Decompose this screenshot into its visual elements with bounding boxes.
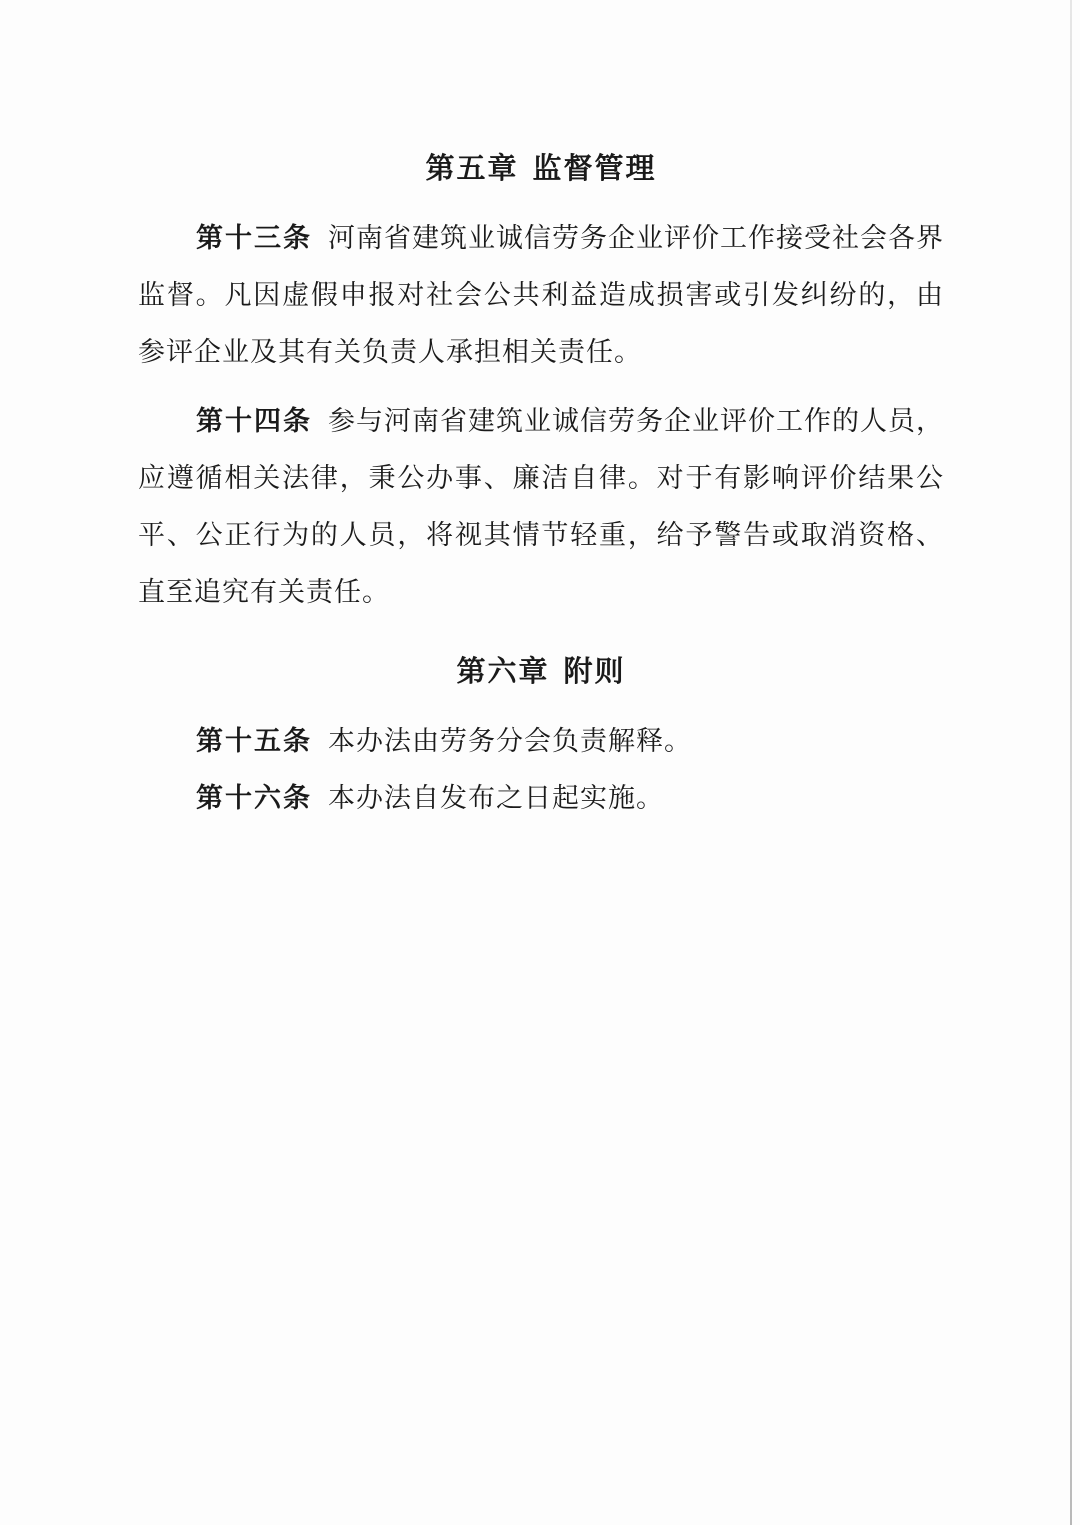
- article-13-text: 河南省建筑业诚信劳务企业评价工作接受社会各界监督。凡因虚假申报对社会公共利益造成损害或引发纠纷的，由参评企业及其有关负责人承担相关责任。: [138, 223, 944, 368]
- chapter-5-name: 监督管理: [532, 151, 657, 185]
- article-16: [138, 770, 944, 827]
- chapter-6-title: [138, 643, 944, 699]
- article-15-text: 本办法由劳务分会负责解释。: [328, 726, 692, 757]
- chapter-6-number: 第六章: [456, 654, 550, 688]
- chapter-5-title: [138, 140, 944, 196]
- chapter-5-number: 第五章: [425, 151, 519, 185]
- article-15-number: 第十五条: [196, 726, 312, 757]
- article-14-number: 第十四条: [196, 406, 312, 437]
- document-body: [138, 140, 944, 827]
- article-14: [138, 393, 944, 621]
- article-14-text: 参与河南省建筑业诚信劳务企业评价工作的人员，应遵循相关法律，秉公办事、廉洁自律。对于有影响评价结果公平、公正行为的人员，将视其情节轻重，给予警告或取消资格、直至追究有关责任。: [138, 406, 944, 608]
- article-13-number: 第十三条: [196, 223, 312, 254]
- article-16-text: 本办法自发布之日起实施。: [328, 783, 664, 814]
- scan-edge: [1070, 0, 1072, 1525]
- article-16-number: 第十六条: [196, 783, 312, 814]
- article-13: [138, 210, 944, 381]
- article-15: [138, 713, 944, 770]
- chapter-6-name: 附则: [563, 654, 626, 688]
